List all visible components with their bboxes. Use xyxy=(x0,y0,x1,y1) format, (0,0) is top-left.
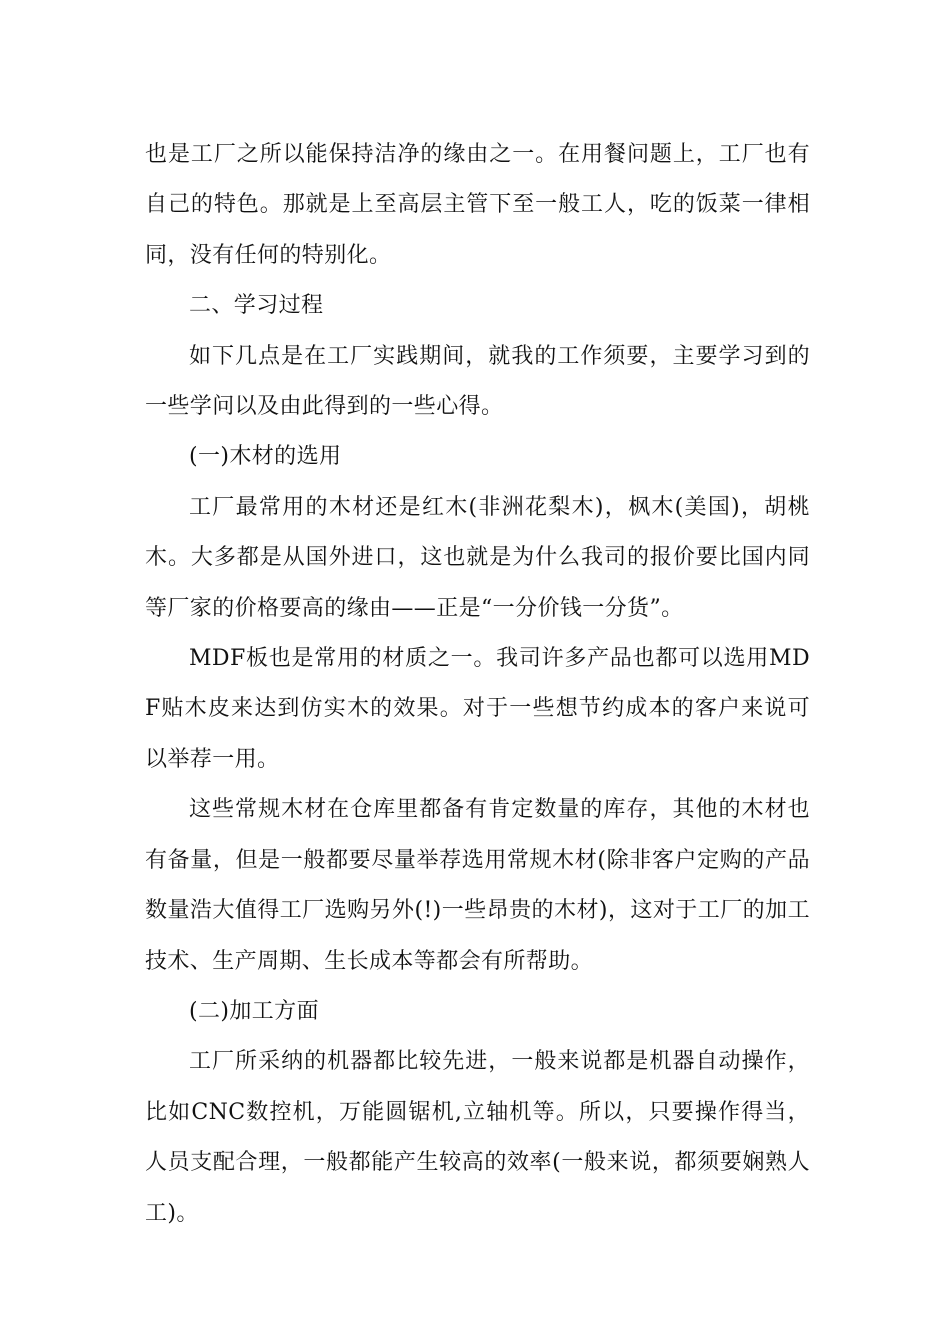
paragraph-wood-types: 工厂最常用的木材还是红木(非洲花梨木)，枫木(美国)，胡桃木。大多都是从国外进口，这也就是为什么我司的报价要比国内同等厂家的价格要高的缘由——正是“一分价钱一分货”。 xyxy=(145,494,810,621)
paragraph-mdf: MDF板也是常用的材质之一。我司许多产品也都可以选用MDF贴木皮来达到仿实木的效果。对于一些想节约成本的客户来说可以举荐一用。 xyxy=(145,646,810,772)
document-body xyxy=(145,130,810,1239)
paragraph-continued: 也是工厂之所以能保持洁净的缘由之一。在用餐问题上，工厂也有自己的特色。那就是上至高层主管下至一般工人，吃的饭菜一律相同，没有任何的特别化。 xyxy=(145,142,810,268)
paragraph-inventory: 这些常规木材在仓库里都备有肯定数量的库存，其他的木材也有备量，但是一般都要尽量举荐选用常规木材(除非客户定购的产品数量浩大值得工厂选购另外(!)一些昂贵的木材)，这对于工厂的加工技术、生产周期、生长成本等都会有所帮助。 xyxy=(145,797,810,974)
subsection-heading-processing: (二)加工方面 xyxy=(189,998,319,1024)
paragraph-intro: 如下几点是在工厂实践期间，就我的工作须要，主要学习到的一些学问以及由此得到的一些心得。 xyxy=(145,343,810,420)
section-heading-learning-process: 二、学习过程 xyxy=(189,293,324,319)
paragraph-machinery: 工厂所采纳的机器都比较先进，一般来说都是机器自动操作，比如CNC数控机，万能圆锯机,立轴机等。所以，只要操作得当，人员支配合理，一般都能产生较高的效率(一般来说，都须要娴熟人工)。 xyxy=(145,1049,810,1226)
subsection-heading-wood-selection: (一)木材的选用 xyxy=(189,444,342,470)
